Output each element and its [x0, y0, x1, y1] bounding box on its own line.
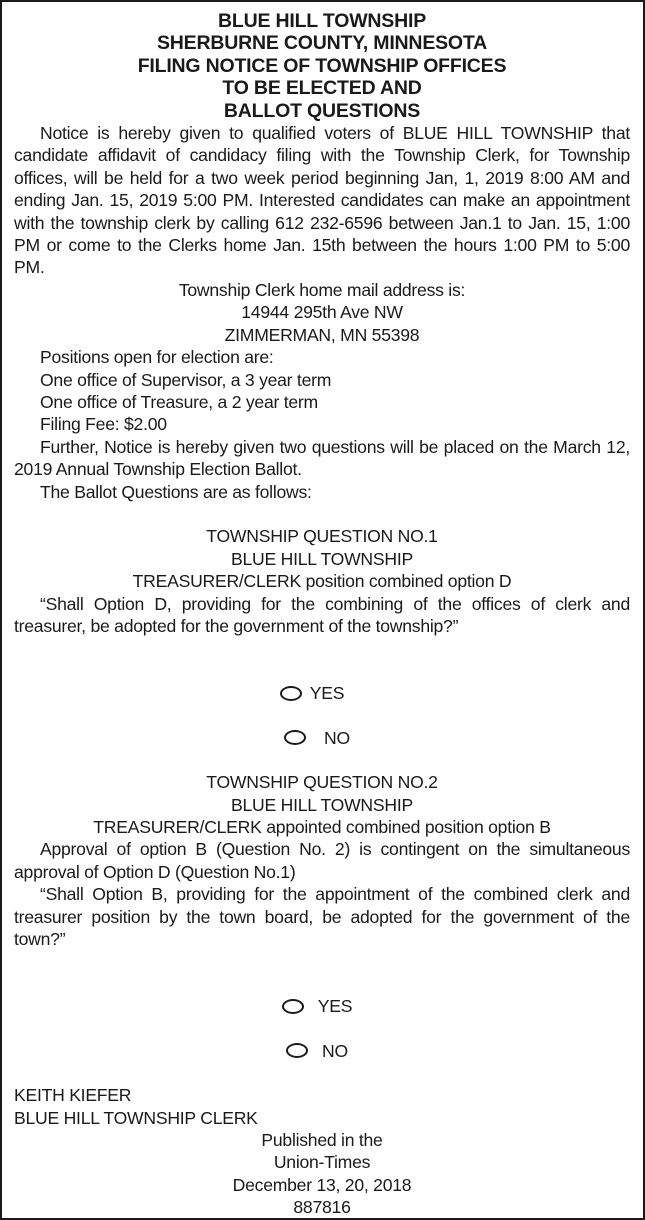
oval-checkbox-icon[interactable] — [286, 1043, 308, 1058]
title-line: BALLOT QUESTIONS — [223, 99, 421, 122]
publication-line: Published in the — [261, 1129, 383, 1150]
signature-block — [14, 1084, 630, 1129]
question-1 — [14, 525, 630, 749]
positions-line: One office of Treasure, a 2 year term — [40, 391, 318, 412]
publication-id: 887816 — [293, 1197, 351, 1218]
oval-checkbox-icon[interactable] — [280, 686, 302, 701]
q1-heading-line: BLUE HILL TOWNSHIP — [231, 548, 413, 569]
q1-heading-line: TREASURER/CLERK position combined option D — [132, 571, 512, 592]
q1-yes-label: YES — [309, 683, 345, 704]
address-line: ZIMMERMAN, MN 55398 — [224, 324, 420, 345]
clerk-address — [14, 279, 630, 346]
signer-name: KEITH KIEFER — [14, 1085, 132, 1106]
positions-line: One office of Supervisor, a 3 year term — [40, 369, 332, 390]
title-line: BLUE HILL TOWNSHIP — [217, 10, 426, 32]
publication-info — [14, 1129, 630, 1219]
q2-text: “Shall Option B, providing for the appointment of the combined clerk and treasurer position by the town board, be adopted for the government of the town?” — [14, 884, 630, 949]
publication-line: December 13, 20, 2018 — [232, 1174, 412, 1195]
q1-yes-option[interactable] — [0, 682, 630, 704]
q1-no-label: NO — [324, 727, 350, 748]
title-line: SHERBURNE COUNTY, MINNESOTA — [156, 32, 488, 55]
positions-line: Filing Fee: $2.00 — [40, 414, 167, 435]
oval-checkbox-icon[interactable] — [282, 999, 304, 1014]
ballot-intro: The Ballot Questions are as follows: — [40, 481, 312, 502]
intro-paragraph: Notice is hereby given to qualified voters of BLUE HILL TOWNSHIP that candidate affidavit of candidacy filing with the Township Clerk, for Township offices, will be held for a two week period beginning Jan, 1, 2019 8:00 AM and ending Jan. 15, 2019 5:00 PM. Interested candidates can make an appointment with the township clerk by calling 612 232-6596 between Jan.1 to Jan. 15, 1:00 PM or come to the Clerks home Jan. 15th between the hours 1:00 PM to 5:00 PM. — [14, 123, 630, 278]
q2-heading-line: BLUE HILL TOWNSHIP — [231, 794, 413, 815]
q1-heading-line: TOWNSHIP QUESTION NO.1 — [206, 526, 438, 547]
title-line: FILING NOTICE OF TOWNSHIP OFFICES — [137, 54, 507, 77]
q2-contingent: Approval of option B (Question No. 2) is contingent on the simultaneous approval of Option D (Question No.1) — [14, 839, 630, 882]
q2-heading-line: TREASURER/CLERK appointed combined position option B — [93, 816, 551, 837]
publication-line: Union-Times — [273, 1152, 371, 1173]
q1-no-option[interactable] — [4, 727, 630, 749]
q2-yes-label: YES — [317, 996, 353, 1017]
oval-checkbox-icon[interactable] — [284, 730, 306, 745]
notice-title — [14, 10, 630, 122]
further-paragraph: Further, Notice is hereby given two questions will be placed on the March 12, 2019 Annual Township Election Ballot. — [14, 436, 630, 480]
address-line: 14944 295th Ave NW — [241, 302, 403, 323]
q2-no-option[interactable] — [4, 1040, 630, 1062]
title-line: TO BE ELECTED AND — [222, 77, 422, 100]
q1-text: “Shall Option D, providing for the combining of the offices of clerk and treasurer, be adopted for the government of the township?” — [14, 593, 630, 636]
address-line: Township Clerk home mail address is: — [178, 279, 466, 300]
positions-line: Positions open for election are: — [40, 347, 274, 368]
q2-yes-option[interactable] — [4, 995, 630, 1017]
q2-no-label: NO — [322, 1040, 348, 1061]
positions-list — [14, 346, 630, 436]
signer-title: BLUE HILL TOWNSHIP CLERK — [14, 1107, 258, 1128]
q2-heading-line: TOWNSHIP QUESTION NO.2 — [206, 772, 438, 793]
question-2 — [14, 771, 630, 1062]
